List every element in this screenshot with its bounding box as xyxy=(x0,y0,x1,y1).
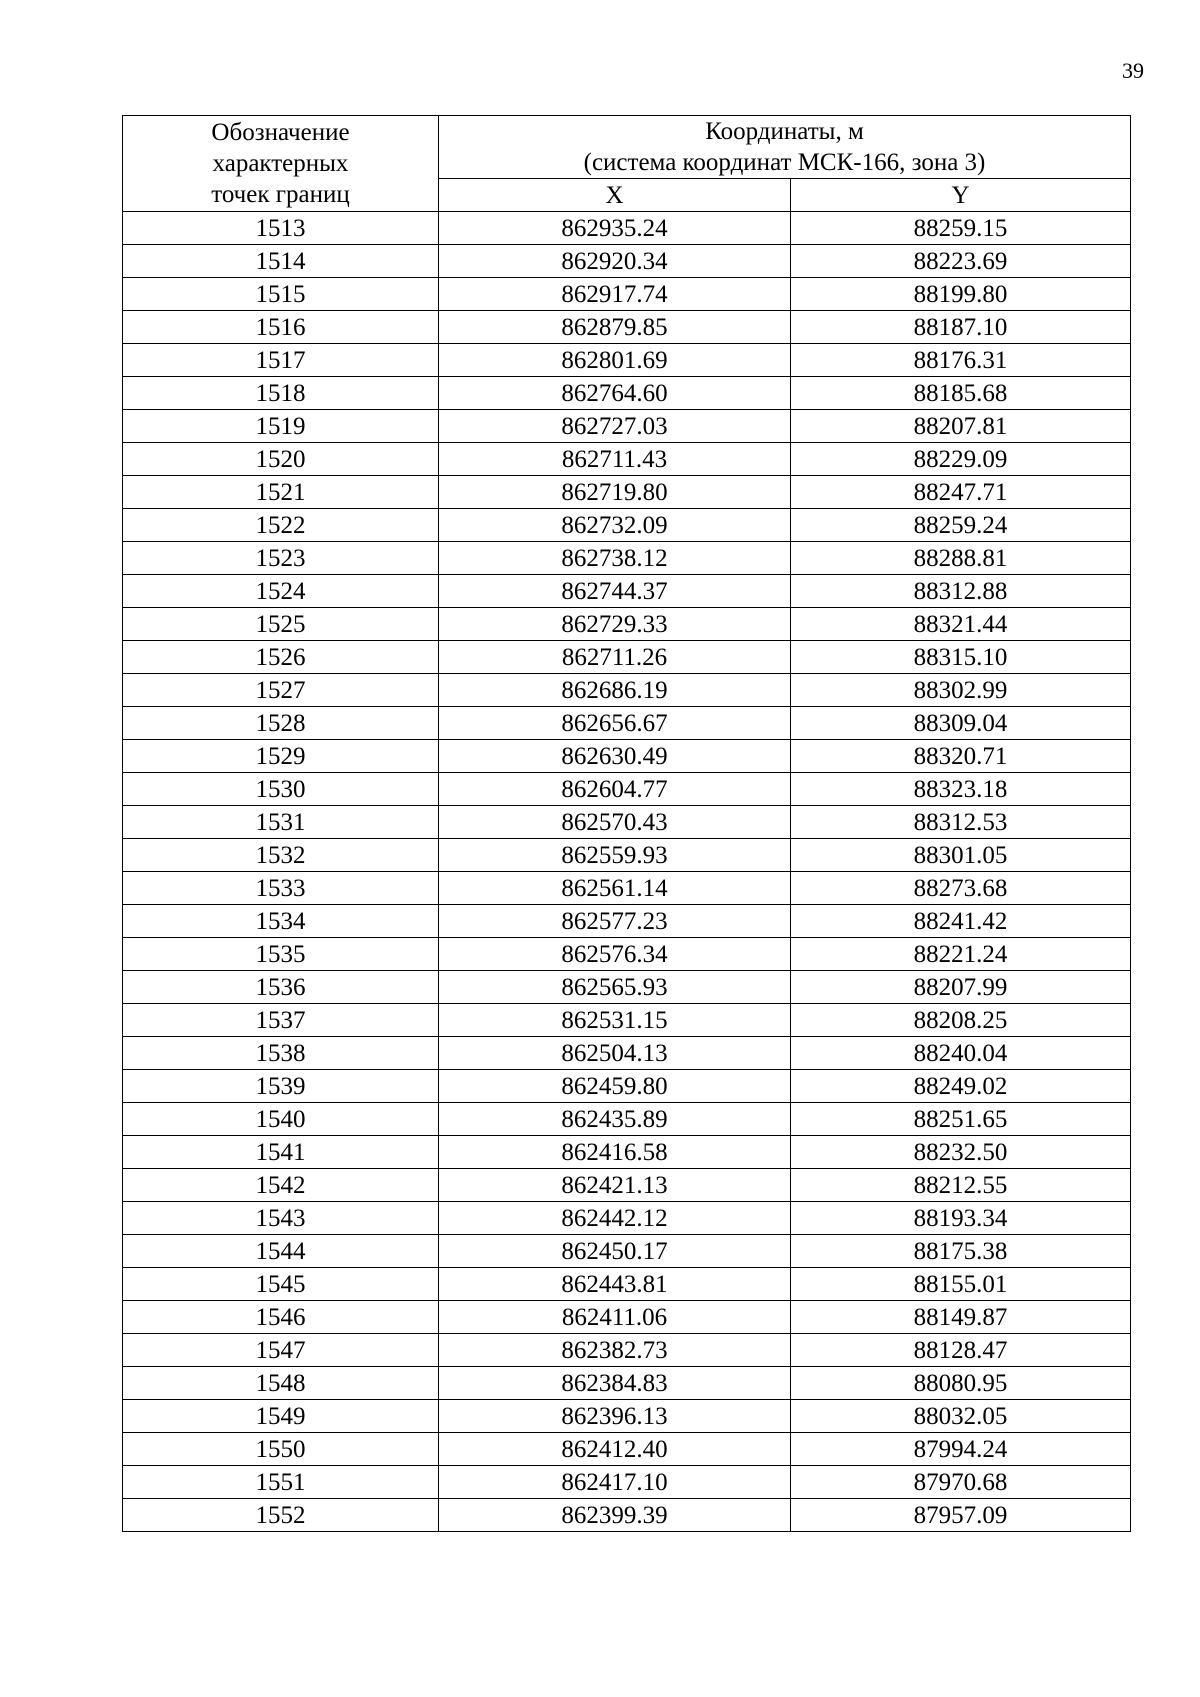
point-id-cell: 1528 xyxy=(123,707,439,740)
point-id-cell: 1521 xyxy=(123,476,439,509)
y-coordinate-cell: 88232.50 xyxy=(791,1136,1131,1169)
point-label-header xyxy=(123,116,439,212)
table-row xyxy=(123,740,1131,773)
point-id-cell: 1546 xyxy=(123,1301,439,1334)
point-id-cell: 1531 xyxy=(123,806,439,839)
table-row xyxy=(123,674,1131,707)
y-coordinate-cell: 88312.53 xyxy=(791,806,1131,839)
y-coordinate-cell: 88240.04 xyxy=(791,1037,1131,1070)
header-label-line: Обозначение xyxy=(211,119,350,146)
y-coordinate-cell: 87994.24 xyxy=(791,1433,1131,1466)
y-coordinate-cell: 88309.04 xyxy=(791,707,1131,740)
table-row xyxy=(123,1268,1131,1301)
x-coordinate-cell: 862416.58 xyxy=(439,1136,791,1169)
point-id-cell: 1525 xyxy=(123,608,439,641)
x-column-header: X xyxy=(439,179,791,212)
point-id-cell: 1549 xyxy=(123,1400,439,1433)
table-row xyxy=(123,575,1131,608)
y-coordinate-cell: 87957.09 xyxy=(791,1499,1131,1532)
x-coordinate-cell: 862711.26 xyxy=(439,641,791,674)
y-coordinate-cell: 88128.47 xyxy=(791,1334,1131,1367)
y-coordinate-cell: 88302.99 xyxy=(791,674,1131,707)
y-coordinate-cell: 88207.81 xyxy=(791,410,1131,443)
x-coordinate-cell: 862442.12 xyxy=(439,1202,791,1235)
point-id-cell: 1543 xyxy=(123,1202,439,1235)
point-id-cell: 1532 xyxy=(123,839,439,872)
point-id-cell: 1534 xyxy=(123,905,439,938)
table-row xyxy=(123,806,1131,839)
point-id-cell: 1537 xyxy=(123,1004,439,1037)
y-coordinate-cell: 88259.15 xyxy=(791,212,1131,245)
x-coordinate-cell: 862656.67 xyxy=(439,707,791,740)
point-id-cell: 1524 xyxy=(123,575,439,608)
y-coordinate-cell: 88229.09 xyxy=(791,443,1131,476)
x-coordinate-cell: 862561.14 xyxy=(439,872,791,905)
y-coordinate-cell: 88288.81 xyxy=(791,542,1131,575)
x-coordinate-cell: 862399.39 xyxy=(439,1499,791,1532)
header-coord-line: Координаты, м xyxy=(705,118,864,145)
x-coordinate-cell: 862686.19 xyxy=(439,674,791,707)
x-coordinate-cell: 862879.85 xyxy=(439,311,791,344)
y-coordinate-cell: 88321.44 xyxy=(791,608,1131,641)
x-coordinate-cell: 862711.43 xyxy=(439,443,791,476)
x-coordinate-cell: 862727.03 xyxy=(439,410,791,443)
point-id-cell: 1548 xyxy=(123,1367,439,1400)
x-coordinate-cell: 862630.49 xyxy=(439,740,791,773)
y-coordinate-cell: 88259.24 xyxy=(791,509,1131,542)
y-coordinate-cell: 88223.69 xyxy=(791,245,1131,278)
y-coordinate-cell: 88175.38 xyxy=(791,1235,1131,1268)
y-coordinate-cell: 88193.34 xyxy=(791,1202,1131,1235)
y-coordinate-cell: 88155.01 xyxy=(791,1268,1131,1301)
table-row xyxy=(123,1169,1131,1202)
table-row xyxy=(123,938,1131,971)
table-row xyxy=(123,1400,1131,1433)
x-coordinate-cell: 862504.13 xyxy=(439,1037,791,1070)
table-row xyxy=(123,608,1131,641)
y-coordinate-cell: 88301.05 xyxy=(791,839,1131,872)
x-coordinate-cell: 862396.13 xyxy=(439,1400,791,1433)
coordinates-header xyxy=(439,116,1131,179)
point-id-cell: 1518 xyxy=(123,377,439,410)
y-coordinate-cell: 88185.68 xyxy=(791,377,1131,410)
x-coordinate-cell: 862450.17 xyxy=(439,1235,791,1268)
table-row xyxy=(123,443,1131,476)
x-coordinate-cell: 862764.60 xyxy=(439,377,791,410)
point-id-cell: 1545 xyxy=(123,1268,439,1301)
y-coordinate-cell: 88312.88 xyxy=(791,575,1131,608)
table-row xyxy=(123,1466,1131,1499)
x-coordinate-cell: 862732.09 xyxy=(439,509,791,542)
table-row xyxy=(123,1070,1131,1103)
table-row xyxy=(123,1433,1131,1466)
x-coordinate-cell: 862935.24 xyxy=(439,212,791,245)
point-id-cell: 1552 xyxy=(123,1499,439,1532)
point-id-cell: 1520 xyxy=(123,443,439,476)
x-coordinate-cell: 862801.69 xyxy=(439,344,791,377)
x-coordinate-cell: 862459.80 xyxy=(439,1070,791,1103)
point-id-cell: 1519 xyxy=(123,410,439,443)
table-header xyxy=(123,116,1131,212)
point-id-cell: 1550 xyxy=(123,1433,439,1466)
point-id-cell: 1547 xyxy=(123,1334,439,1367)
y-coordinate-cell: 88320.71 xyxy=(791,740,1131,773)
y-coordinate-cell: 88207.99 xyxy=(791,971,1131,1004)
table-row xyxy=(123,245,1131,278)
table-row xyxy=(123,1037,1131,1070)
y-coordinate-cell: 88249.02 xyxy=(791,1070,1131,1103)
y-coordinate-cell: 88208.25 xyxy=(791,1004,1131,1037)
table-row xyxy=(123,1103,1131,1136)
table-row xyxy=(123,707,1131,740)
table-row xyxy=(123,839,1131,872)
point-id-cell: 1533 xyxy=(123,872,439,905)
y-coordinate-cell: 88315.10 xyxy=(791,641,1131,674)
point-id-cell: 1517 xyxy=(123,344,439,377)
y-column-header: Y xyxy=(791,179,1131,212)
y-coordinate-cell: 88212.55 xyxy=(791,1169,1131,1202)
x-coordinate-cell: 862729.33 xyxy=(439,608,791,641)
point-id-cell: 1522 xyxy=(123,509,439,542)
x-coordinate-cell: 862417.10 xyxy=(439,1466,791,1499)
y-coordinate-cell: 88187.10 xyxy=(791,311,1131,344)
table-row xyxy=(123,971,1131,1004)
table-row xyxy=(123,542,1131,575)
x-coordinate-cell: 862576.34 xyxy=(439,938,791,971)
x-coordinate-cell: 862738.12 xyxy=(439,542,791,575)
point-id-cell: 1538 xyxy=(123,1037,439,1070)
table-row xyxy=(123,509,1131,542)
header-label-line: характерных xyxy=(212,150,349,177)
point-id-cell: 1527 xyxy=(123,674,439,707)
y-coordinate-cell: 88221.24 xyxy=(791,938,1131,971)
y-coordinate-cell: 88241.42 xyxy=(791,905,1131,938)
table-row xyxy=(123,278,1131,311)
x-coordinate-cell: 862577.23 xyxy=(439,905,791,938)
y-coordinate-cell: 88273.68 xyxy=(791,872,1131,905)
page-number: 39 xyxy=(1122,58,1144,83)
point-id-cell: 1516 xyxy=(123,311,439,344)
point-id-cell: 1542 xyxy=(123,1169,439,1202)
table-row xyxy=(123,344,1131,377)
table-body xyxy=(123,212,1131,1532)
table-row xyxy=(123,641,1131,674)
x-coordinate-cell: 862421.13 xyxy=(439,1169,791,1202)
point-id-cell: 1529 xyxy=(123,740,439,773)
table-row xyxy=(123,872,1131,905)
table-row xyxy=(123,311,1131,344)
x-coordinate-cell: 862412.40 xyxy=(439,1433,791,1466)
table-row xyxy=(123,1334,1131,1367)
table-row xyxy=(123,1367,1131,1400)
point-id-cell: 1551 xyxy=(123,1466,439,1499)
table-row xyxy=(123,377,1131,410)
table-row xyxy=(123,1235,1131,1268)
y-coordinate-cell: 88080.95 xyxy=(791,1367,1131,1400)
point-id-cell: 1523 xyxy=(123,542,439,575)
header-coord-line: (система координат МСК-166, зона 3) xyxy=(583,149,986,176)
table-row xyxy=(123,476,1131,509)
x-coordinate-cell: 862719.80 xyxy=(439,476,791,509)
table-row xyxy=(123,212,1131,245)
y-coordinate-cell: 88149.87 xyxy=(791,1301,1131,1334)
point-id-cell: 1536 xyxy=(123,971,439,1004)
point-id-cell: 1530 xyxy=(123,773,439,806)
y-coordinate-cell: 88323.18 xyxy=(791,773,1131,806)
table-row xyxy=(123,1004,1131,1037)
point-id-cell: 1514 xyxy=(123,245,439,278)
x-coordinate-cell: 862411.06 xyxy=(439,1301,791,1334)
x-coordinate-cell: 862570.43 xyxy=(439,806,791,839)
x-coordinate-cell: 862744.37 xyxy=(439,575,791,608)
x-coordinate-cell: 862920.34 xyxy=(439,245,791,278)
y-coordinate-cell: 88247.71 xyxy=(791,476,1131,509)
point-id-cell: 1535 xyxy=(123,938,439,971)
table-row xyxy=(123,905,1131,938)
x-coordinate-cell: 862565.93 xyxy=(439,971,791,1004)
x-coordinate-cell: 862531.15 xyxy=(439,1004,791,1037)
y-coordinate-cell: 87970.68 xyxy=(791,1466,1131,1499)
point-id-cell: 1544 xyxy=(123,1235,439,1268)
point-id-cell: 1513 xyxy=(123,212,439,245)
coordinates-table xyxy=(122,115,1131,1532)
table-row xyxy=(123,1202,1131,1235)
y-coordinate-cell: 88176.31 xyxy=(791,344,1131,377)
point-id-cell: 1515 xyxy=(123,278,439,311)
x-coordinate-cell: 862443.81 xyxy=(439,1268,791,1301)
x-coordinate-cell: 862559.93 xyxy=(439,839,791,872)
table-row xyxy=(123,1499,1131,1532)
table-row xyxy=(123,1136,1131,1169)
point-id-cell: 1541 xyxy=(123,1136,439,1169)
point-id-cell: 1539 xyxy=(123,1070,439,1103)
y-coordinate-cell: 88251.65 xyxy=(791,1103,1131,1136)
x-coordinate-cell: 862917.74 xyxy=(439,278,791,311)
header-label-line: точек границ xyxy=(211,181,350,208)
x-coordinate-cell: 862382.73 xyxy=(439,1334,791,1367)
point-id-cell: 1526 xyxy=(123,641,439,674)
table-row xyxy=(123,1301,1131,1334)
x-coordinate-cell: 862384.83 xyxy=(439,1367,791,1400)
header-row-top xyxy=(123,116,1131,179)
point-id-cell: 1540 xyxy=(123,1103,439,1136)
y-coordinate-cell: 88032.05 xyxy=(791,1400,1131,1433)
table-row xyxy=(123,773,1131,806)
x-coordinate-cell: 862435.89 xyxy=(439,1103,791,1136)
x-coordinate-cell: 862604.77 xyxy=(439,773,791,806)
table-row xyxy=(123,410,1131,443)
y-coordinate-cell: 88199.80 xyxy=(791,278,1131,311)
